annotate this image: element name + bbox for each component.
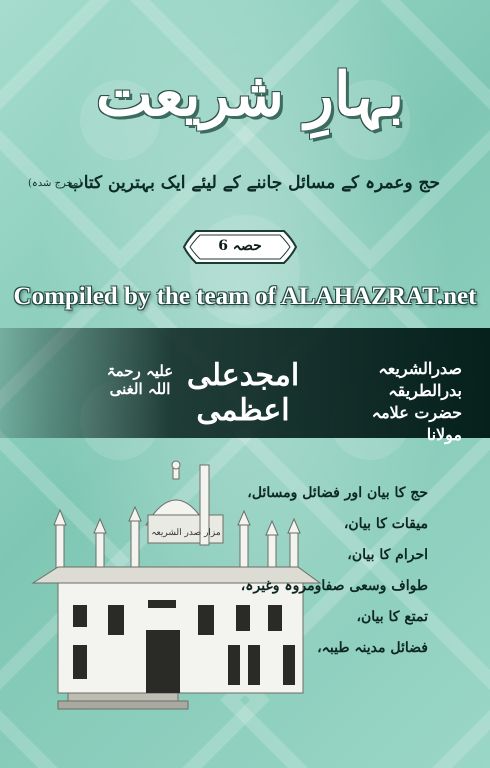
contents-item: احرام کا بیان، xyxy=(347,547,428,563)
compiler-credit: Compiled by the team of ALAHAZRAT.net xyxy=(13,283,477,310)
contents-item: فضائل مدینہ طیبہ، xyxy=(317,640,428,656)
building-sign: مزار صدر الشریعہ xyxy=(151,528,221,538)
contents-item: طواف وسعی صفاومروہ وغیرہ، xyxy=(240,578,428,594)
author-name: امجدعلی اعظمی xyxy=(186,358,300,428)
edition-note: (مخرج شدہ) xyxy=(28,178,83,189)
part-number: حصہ 6 xyxy=(218,238,262,254)
book-title: بہارِ شریعت xyxy=(96,60,404,130)
part-badge xyxy=(182,229,298,265)
author-honorific-line2: حضرت علامہ مولانا xyxy=(371,403,462,444)
book-title-block xyxy=(40,20,460,150)
author-suffix: علیہ رحمۃ اللہ الغنی xyxy=(106,362,174,398)
contents-item: میقات کا بیان، xyxy=(343,516,428,532)
contents-list xyxy=(228,484,428,670)
contents-item: تمتع کا بیان، xyxy=(356,609,428,625)
author-band xyxy=(0,328,490,444)
author-honorific-line1: صدرالشریعہ بدرالطریقہ xyxy=(378,359,462,400)
author-honorific xyxy=(332,358,462,446)
contents-item: حج کا بیان اور فضائل ومسائل، xyxy=(247,485,428,501)
book-subtitle: حج وعمرہ کے مسائل جاننے کے لیئے ایک بہترین کتاب xyxy=(67,173,440,193)
